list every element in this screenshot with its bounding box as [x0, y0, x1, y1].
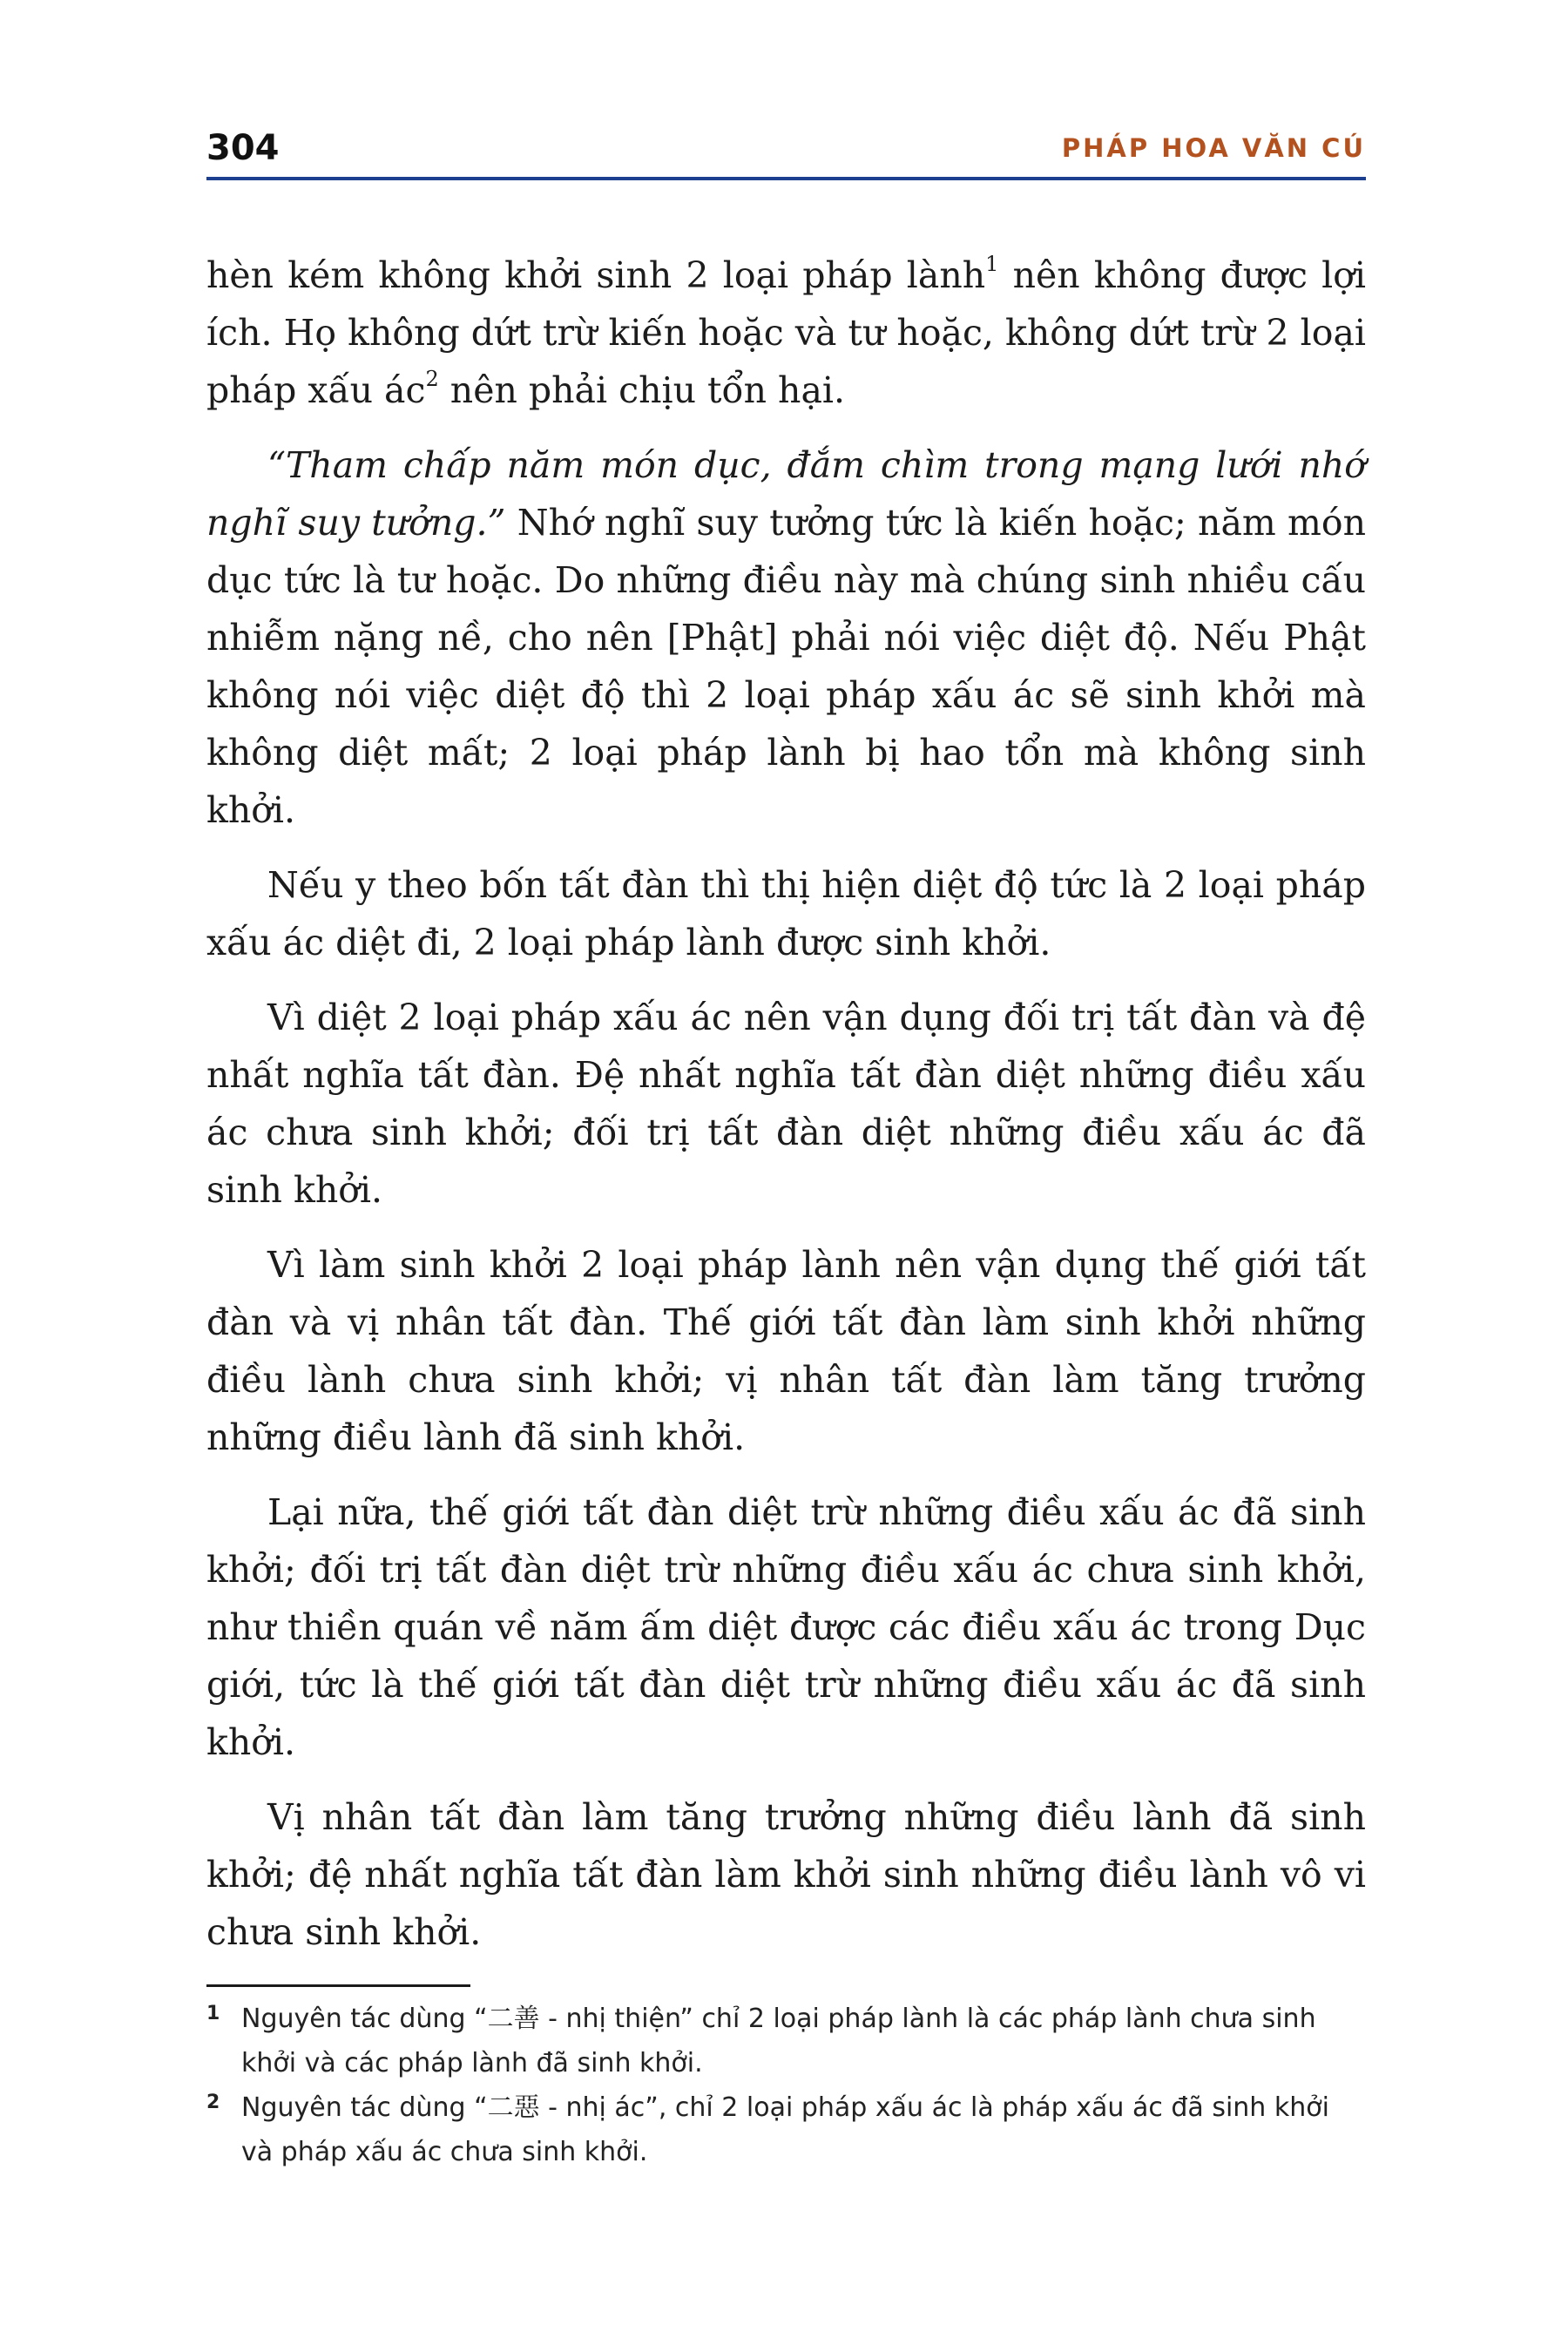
footnote-ref-1[interactable]: 1: [985, 252, 999, 277]
paragraph-6: Lại nữa, thế giới tất đàn diệt trừ những điều xấu ác đã sinh khởi; đối trị tất đàn diệt trừ những điều xấu ác chưa sinh khởi, như thiền quán về năm ấm diệt được các điều xấu ác trong Dục giới, tức là thế giới tất đàn diệt trừ những điều xấu ác đã sinh khởi.: [206, 1491, 1366, 1763]
footnote-ref-2[interactable]: 2: [425, 367, 439, 392]
footnote-1: [206, 1997, 1366, 2085]
footnote-separator: [206, 1984, 470, 1987]
footnote-mark-1: 1: [206, 2003, 220, 2024]
running-title: PHÁP HOA VĂN CÚ: [1061, 133, 1366, 163]
paragraph-1: [206, 247, 1366, 419]
footnote-2: [206, 2085, 1366, 2174]
page-number: 304: [206, 128, 280, 168]
paragraph-5: Vì làm sinh khởi 2 loại pháp lành nên vận dụng thế giới tất đàn và vị nhân tất đàn. Thế giới tất đàn làm sinh khởi những điều lành chưa sinh khởi; vị nhân tất đàn làm tăng trưởng những điều lành đã sinh khởi.: [206, 1244, 1366, 1458]
paragraph-2: [206, 436, 1366, 839]
body-text: [206, 247, 1366, 1978]
footnote-text-2: Nguyên tác dùng “二惡 - nhị ác”, chỉ 2 loại pháp xấu ác là pháp xấu ác đã sinh khởi và pháp xấu ác chưa sinh khởi.: [241, 2092, 1329, 2167]
paragraph-1-part-b: nên không được lợi ích. Họ không dứt trừ kiến hoặc và tư hoặc, không dứt trừ 2 loại pháp xấu ác: [206, 254, 1366, 411]
paragraph-1-part-c: nên phải chịu tổn hại.: [438, 369, 846, 411]
footnotes: [206, 1997, 1366, 2174]
header-rule: [206, 177, 1366, 180]
paragraph-2-commentary: Nhớ nghĩ suy tưởng tức là kiến hoặc; năm món dục tức là tư hoặc. Do những điều này mà chúng sinh nhiều cấu nhiễm nặng nề, cho nên [Phật] phải nói việc diệt độ. Nếu Phật không nói việc diệt độ thì 2 loại pháp xấu ác sẽ sinh khởi mà không diệt mất; 2 loại pháp lành bị hao tổn mà không sinh khởi.: [206, 502, 1366, 831]
paragraph-1-part-a: hèn kém không khởi sinh 2 loại pháp lành: [206, 254, 986, 296]
sutra-quote: “Tham chấp năm món dục, đắm chìm trong mạng lưới nhớ nghĩ suy tưởng.”: [206, 444, 1366, 544]
paragraph-7: Vị nhân tất đàn làm tăng trưởng những điều lành đã sinh khởi; đệ nhất nghĩa tất đàn làm khởi sinh những điều lành vô vi chưa sinh khởi.: [206, 1796, 1366, 1953]
paragraph-3: Nếu y theo bốn tất đàn thì thị hiện diệt độ tức là 2 loại pháp xấu ác diệt đi, 2 loại pháp lành được sinh khởi.: [206, 864, 1366, 963]
footnote-text-1: Nguyên tác dùng “二善 - nhị thiện” chỉ 2 loại pháp lành là các pháp lành chưa sinh khởi và các pháp lành đã sinh khởi.: [241, 2004, 1316, 2078]
footnote-mark-2: 2: [206, 2092, 220, 2113]
paragraph-4: Vì diệt 2 loại pháp xấu ác nên vận dụng đối trị tất đàn và đệ nhất nghĩa tất đàn. Đệ nhất nghĩa tất đàn diệt những điều xấu ác chưa sinh khởi; đối trị tất đàn diệt những điều xấu ác đã sinh khởi.: [206, 997, 1366, 1211]
